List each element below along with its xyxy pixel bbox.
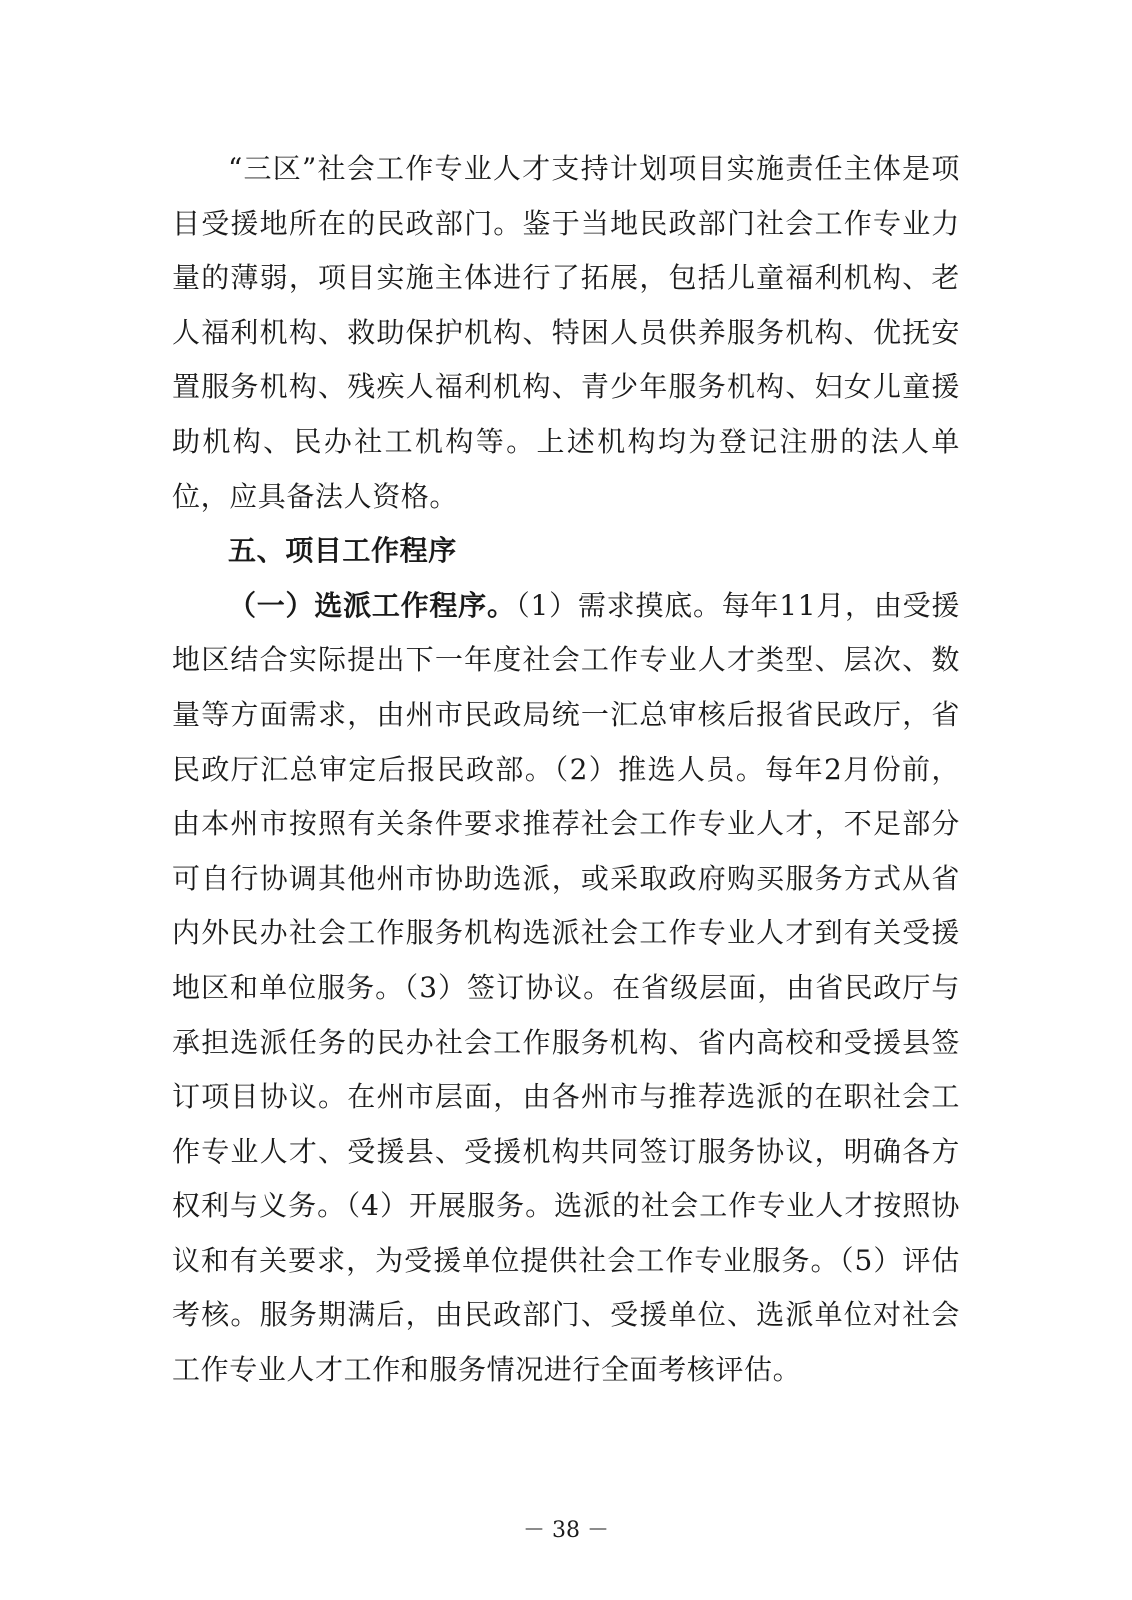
page-number: － 38 － <box>523 1518 609 1543</box>
paragraph-implementation-subject: “三区”社会工作专业人才支持计划项目实施责任主体是项目受援地所在的民政部门。鉴于当地民政部门社会工作专业力量的薄弱，项目实施主体进行了拓展，包括儿童福利机构、老人福利机构、救助保护机构、特困人员供养服务机构、优抚安置服务机构、残疾人福利机构、青少年服务机构、妇女儿童援助机构、民办社工机构等。上述机构均为登记注册的法人单位，应具备法人资格。 <box>172 152 960 513</box>
paragraph-selection-procedure <box>172 579 960 1398</box>
document-body <box>172 142 960 1398</box>
paragraph-body: （1）需求摸底。每年11月，由受援地区结合实际提出下一年度社会工作专业人才类型、层次、数量等方面需求，由州市民政局统一汇总审核后报省民政厅，省民政厅汇总审定后报民政部。（2）推选人员。每年2月份前，由本州市按照有关条件要求推荐社会工作专业人才，不足部分可自行协调其他州市协助选派，或采取政府购买服务方式从省内外民办社会工作服务机构选派社会工作专业人才到有关受援地区和单位服务。（3）签订协议。在省级层面，由省民政厅与承担选派任务的民办社会工作服务机构、省内高校和受援县签订项目协议。在州市层面，由各州市与推荐选派的在职社会工作专业人才、受援县、受援机构共同签订服务协议，明确各方权利与义务。（4）开展服务。选派的社会工作专业人才按照协议和有关要求，为受援单位提供社会工作专业服务。（5）评估考核。服务期满后，由民政部门、受援单位、选派单位对社会工作专业人才工作和服务情况进行全面考核评估。 <box>172 588 960 1387</box>
paragraph-lead: （一）选派工作程序。 <box>228 588 516 622</box>
section-heading: 五、项目工作程序 <box>228 534 457 568</box>
